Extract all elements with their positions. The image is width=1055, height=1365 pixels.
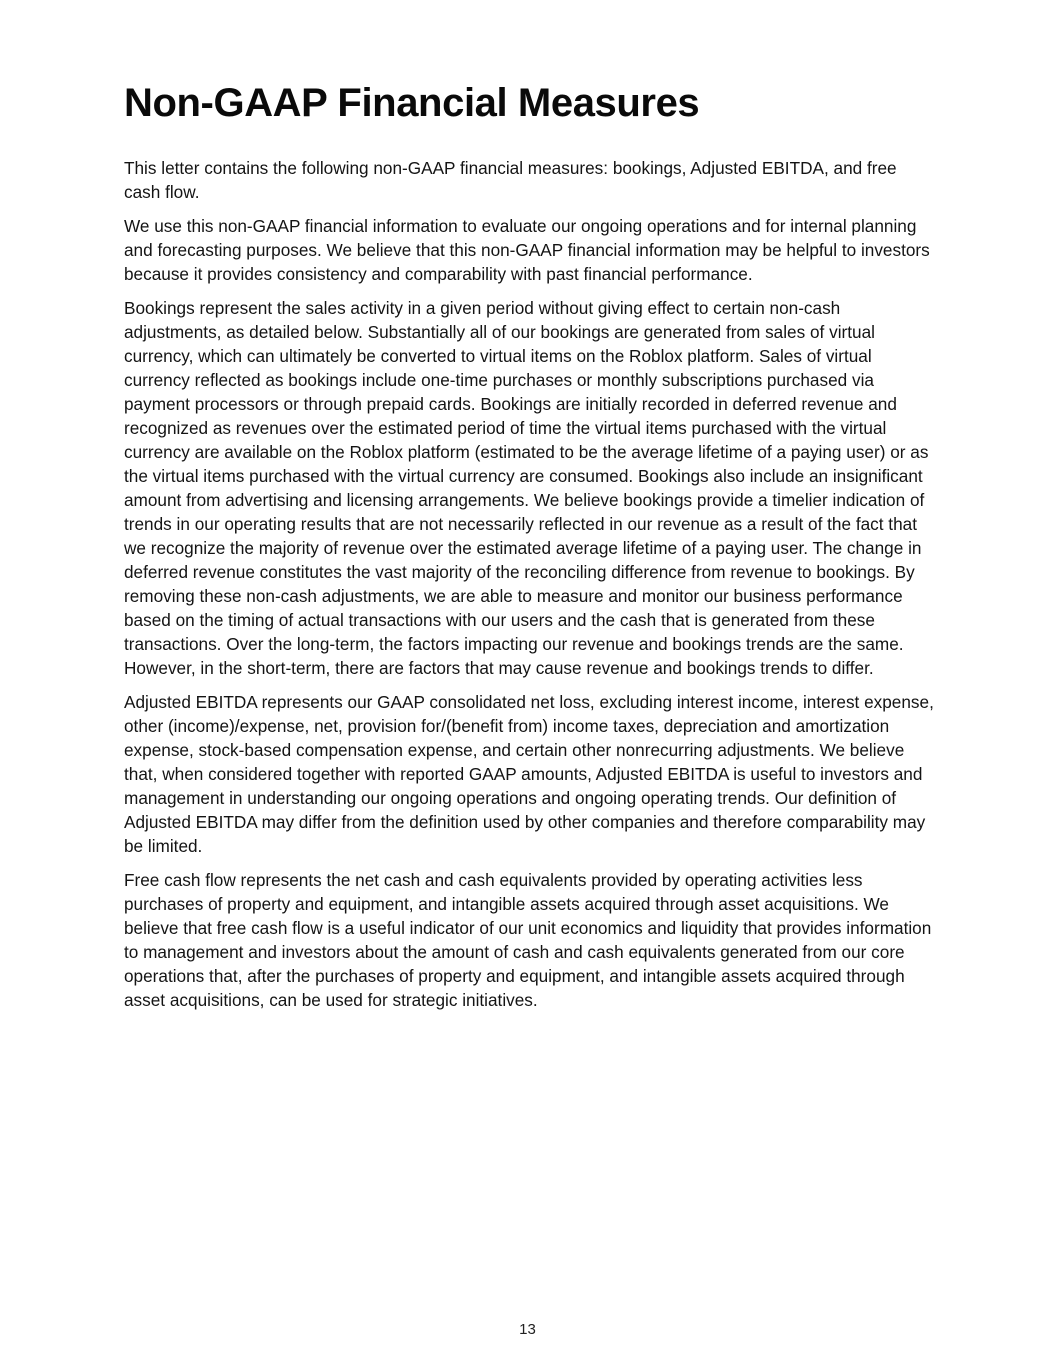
page-title: Non-GAAP Financial Measures (124, 81, 700, 125)
page-number: 13 (519, 1321, 536, 1338)
paragraph-intro: This letter contains the following non-GAAP financial measures: bookings, Adjusted EBITDA, and free cash flow. (124, 158, 897, 202)
paragraph-purpose: We use this non-GAAP financial information to evaluate our ongoing operations and for internal planning and forecasting purposes. We believe that this non-GAAP financial information may be helpful to investors because it provides consistency and comparability with past financial performance. (124, 216, 930, 284)
paragraph-bookings: Bookings represent the sales activity in a given period without giving effect to certain non-cash adjustments, as detailed below. Substantially all of our bookings are generated from sales of virtual currency, which can ultimately be converted to virtual items on the Roblox platform. Sales of virtual currency reflected as bookings include one-time purchases or monthly subscriptions purchased via payment processors or through prepaid cards. Bookings are initially recorded in deferred revenue and recognized as revenues over the estimated period of time the virtual items purchased with the virtual currency are available on the Roblox platform (estimated to be the average lifetime of a paying user) or as the virtual items purchased with the virtual currency are consumed. Bookings also include an insignificant amount from advertising and licensing arrangements. We believe bookings provide a timelier indication of trends in our operating results that are not necessarily reflected in our revenue as a result of the fact that we recognize the majority of revenue over the estimated average lifetime of a paying user. The change in deferred revenue constitutes the vast majority of the reconciling difference from revenue to bookings. By removing these non-cash adjustments, we are able to measure and monitor our business performance based on the timing of actual transactions with our users and the cash that is generated from these transactions. Over the long-term, the factors impacting our revenue and bookings trends are the same. However, in the short-term, there are factors that may cause revenue and bookings trends to differ. (124, 298, 929, 678)
paragraph-free-cash-flow: Free cash flow represents the net cash and cash equivalents provided by operating activities less purchases of property and equipment, and intangible assets acquired through asset acquisitions. We believe that free cash flow is a useful indicator of our unit economics and liquidity that provides information to management and investors about the amount of cash and cash equivalents generated from our core operations that, after the purchases of property and equipment, and intangible assets acquired through asset acquisitions, can be used for strategic initiatives. (124, 870, 932, 1010)
paragraph-adjusted-ebitda: Adjusted EBITDA represents our GAAP consolidated net loss, excluding interest income, interest expense, other (income)/expense, net, provision for/(benefit from) income taxes, depreciation and amortization expense, stock-based compensation expense, and certain other nonrecurring adjustments. We believe that, when considered together with reported GAAP amounts, Adjusted EBITDA is useful to investors and management in understanding our ongoing operations and ongoing operating trends. Our definition of Adjusted EBITDA may differ from the definition used by other companies and therefore comparability may be limited. (124, 692, 934, 856)
document-page (124, 78, 934, 1022)
